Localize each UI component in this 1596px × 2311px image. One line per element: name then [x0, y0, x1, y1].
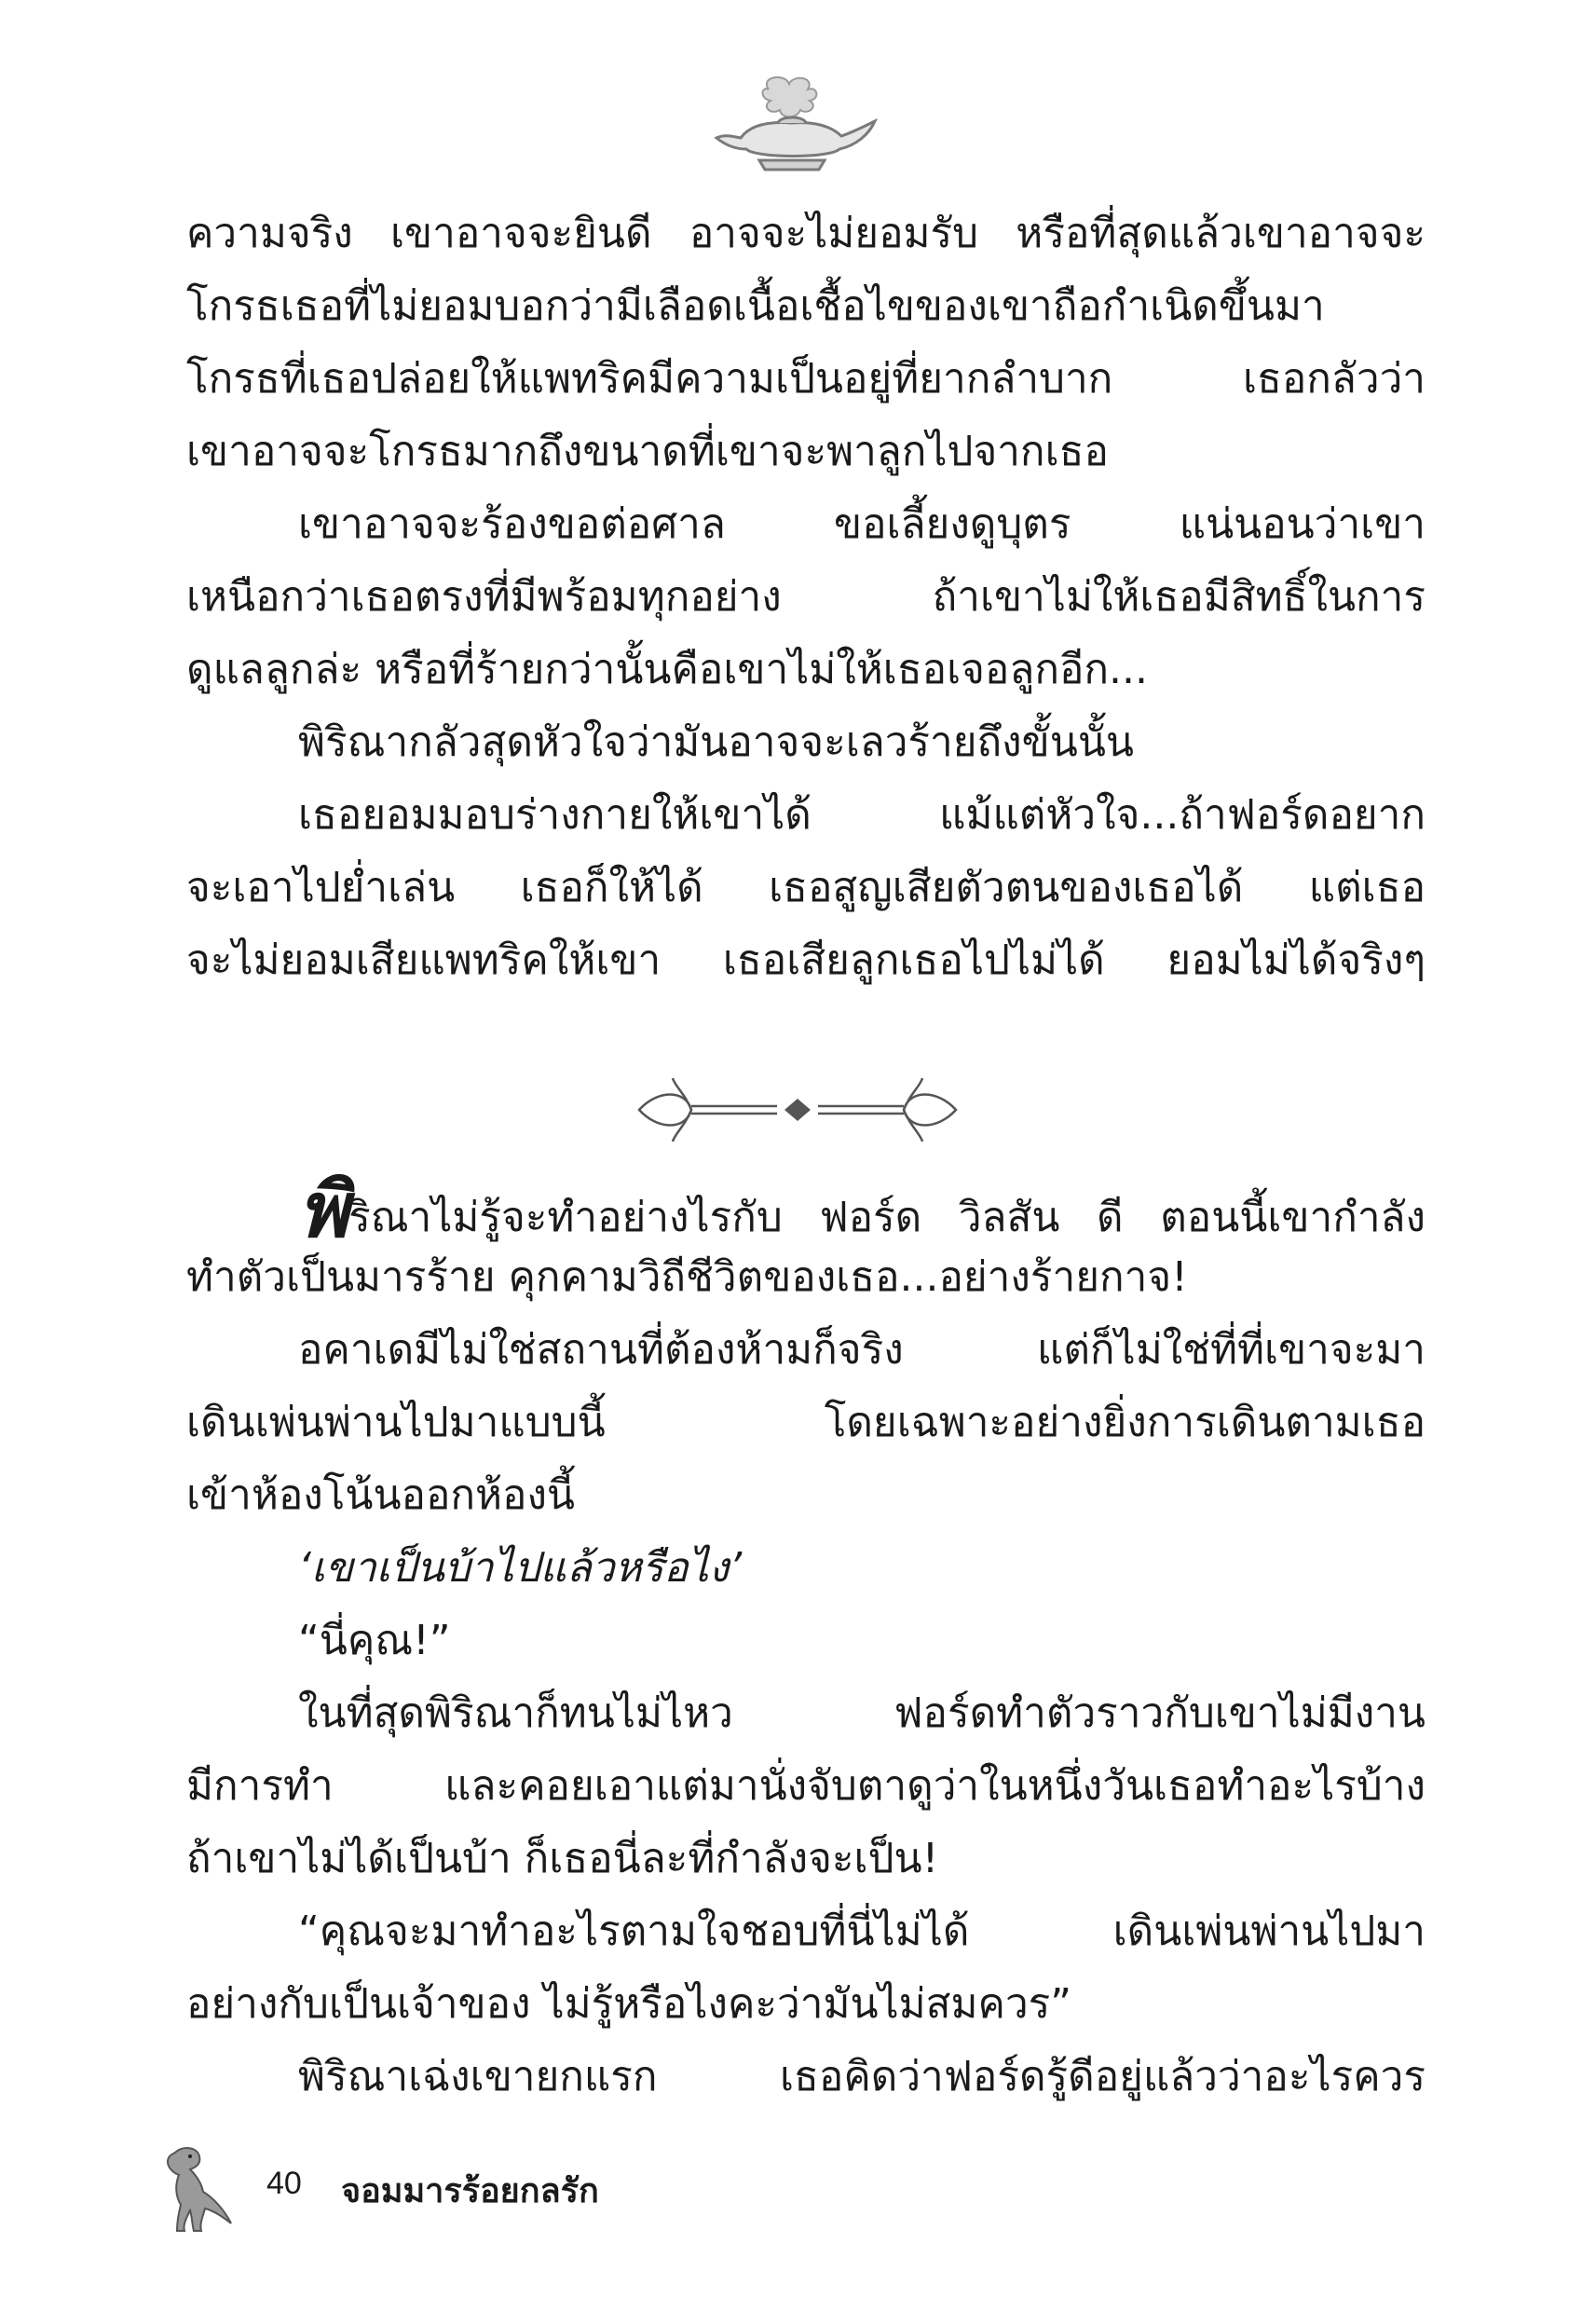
paragraph-line: เดินเพ่นพ่านไปมาแบบนี้ โดยเฉพาะอย่างยิ่งการเดินตามเธอ [186, 1399, 1425, 1446]
paragraph-line: พิริณากลัวสุดหัวใจว่ามันอาจจะเลวร้ายถึงขั้นนั้น [298, 718, 1134, 766]
page-number: 40 [266, 2166, 302, 2201]
page-footer [158, 2143, 997, 2236]
paragraph-line: เข้าห้องโน้นออกห้องนี้ [186, 1471, 576, 1519]
paragraph-line: อคาเดมีไม่ใช่สถานที่ต้องห้ามก็จริง แต่ก็ไม่ใช่ที่ที่เขาจะมา [298, 1326, 1425, 1374]
paragraph-line: ในที่สุดพิริณาก็ทนไม่ไหว ฟอร์ดทำตัวราวกับเขาไม่มีงาน [298, 1689, 1425, 1737]
first-line-text: ริณาไม่รู้จะทำอย่างไรกับ ฟอร์ด วิลสัน ดี ตอนนี้เขากำลัง [348, 1194, 1425, 1241]
paragraph-line: เขาอาจจะโกรธมากถึงขนาดที่เขาจะพาลูกไปจากเธอ [186, 428, 1109, 475]
paragraph-line [298, 1166, 1425, 1255]
paragraph-line: โกรธที่เธอปล่อยให้แพทริคมีความเป็นอยู่ที่ยากลำบาก เธอกลัวว่า [186, 355, 1425, 403]
paragraph-line: ทำตัวเป็นมารร้าย คุกคามวิถีชีวิตของเธอ...อย่างร้ายกาจ! [186, 1253, 1188, 1301]
dinosaur-icon [158, 2143, 233, 2233]
section-1 [186, 203, 1425, 1032]
paragraph-line: เธอยอมมอบร่างกายให้เขาได้ แม้แต่หัวใจ...ถ้าฟอร์ดอยาก [298, 791, 1425, 839]
paragraph-line: ดูแลลูกล่ะ หรือที่ร้ายกว่านั้นคือเขาไม่ให้เธอเจอลูกอีก... [186, 646, 1148, 693]
paragraph-line: ความจริง เขาอาจจะยินดี อาจจะไม่ยอมรับ หรือที่สุดแล้วเขาอาจจะ [186, 210, 1425, 257]
paragraph-line: จะเอาไปย่ำเล่น เธอก็ให้ได้ เธอสูญเสียตัวตนของเธอได้ แต่เธอ [186, 864, 1425, 911]
paragraph-line: พิริณาเฉ่งเขายกแรก เธอคิดว่าฟอร์ดรู้ดีอยู่แล้วว่าอะไรควร [298, 2053, 1425, 2100]
paragraph-line: มีการทำ และคอยเอาแต่มานั่งจับตาดูว่าในหนึ่งวันเธอทำอะไรบ้าง [186, 1762, 1425, 1810]
paragraph-line: โกรธเธอที่ไม่ยอมบอกว่ามีเลือดเนื้อเชื้อไขของเขาถือกำเนิดขึ้นมา [186, 282, 1325, 330]
dialogue-line: อย่างกับเป็นเจ้าของ ไม่รู้หรือไงคะว่ามันไม่สมควร” [186, 1980, 1072, 2028]
paragraph-line: เขาอาจจะร้องขอต่อศาล ขอเลี้ยงดูบุตร แน่นอนว่าเขา [298, 500, 1425, 548]
paragraph-line: เหนือกว่าเธอตรงที่มีพร้อมทุกอย่าง ถ้าเขาไม่ให้เธอมีสิทธิ์ในการ [186, 573, 1425, 621]
dialogue-line: “คุณจะมาทำอะไรตามใจชอบที่นี่ไม่ได้ เดินเพ่นพ่านไปมา [298, 1908, 1425, 1955]
paragraph-line: จะไม่ยอมเสียแพทริคให้เขา เธอเสียลูกเธอไปไม่ได้ ยอมไม่ได้จริงๆ [186, 937, 1425, 984]
genie-lamp-icon [703, 73, 880, 177]
thought-line: ‘เขาเป็นบ้าไปแล้วหรือไง’ [298, 1544, 743, 1592]
ornamental-divider-icon [621, 1076, 975, 1143]
paragraph-line: ถ้าเขาไม่ได้เป็นบ้า ก็เธอนี่ละที่กำลังจะเป็น! [186, 1835, 939, 1882]
section-2 [186, 1166, 1425, 2106]
drop-cap: พิ [298, 1166, 349, 1255]
dialogue-line: “นี่คุณ!” [298, 1617, 451, 1664]
book-title: จอมมารร้อยกลรัก [341, 2171, 599, 2209]
